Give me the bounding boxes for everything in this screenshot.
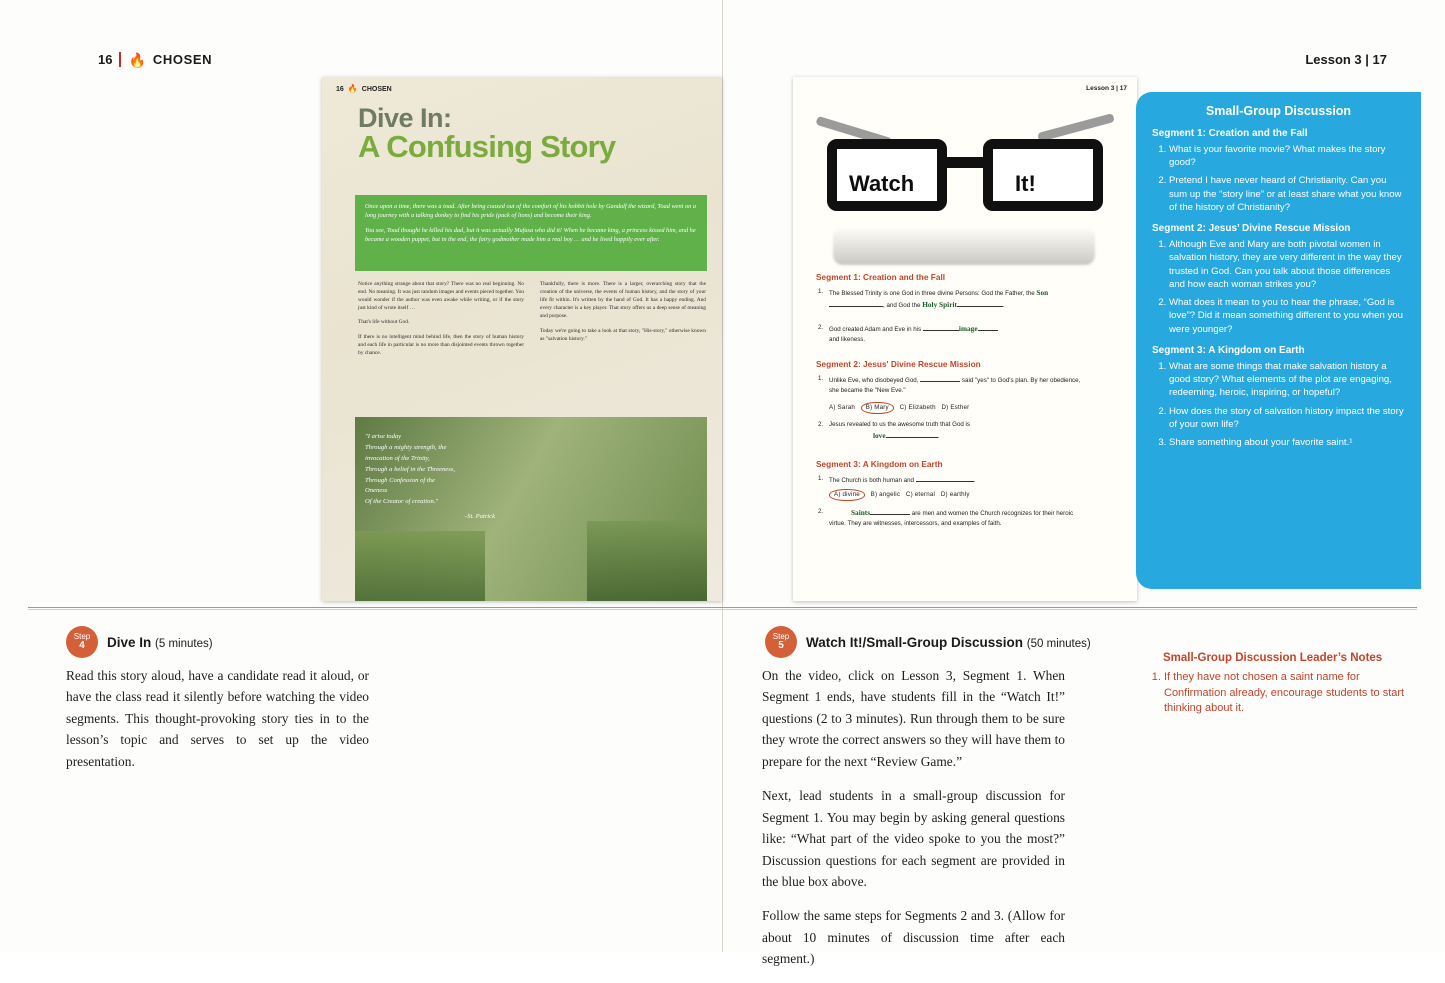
discussion-segment-heading-1: Segment 1: Creation and the Fall	[1152, 128, 1308, 139]
mini-page-number: 16	[336, 85, 344, 93]
story-paragraph: Once upon a time, there was a toad. After being coaxed out of the comfort of his hobbit hole by Gandalf the wizard, Toad went on a long journey with a talking donkey to find his pride (pack of lions) and become their king.	[365, 203, 696, 220]
mini-paragraph: That's life without God.	[358, 319, 410, 326]
question-number: 2.	[818, 421, 824, 428]
mini-body-columns	[358, 280, 706, 405]
watch-question	[818, 507, 1079, 528]
body-paragraph: On the video, click on Lesson 3, Segment 1. When Segment 1 ends, have students fill in the “Watch It!” questions (2 to 3 minutes). Run through them to be sure they wrote the correct answers so they will have them to prepare for the next “Review Game.”	[762, 668, 1065, 769]
discussion-question-list	[1152, 360, 1405, 449]
horizontal-rule-secondary	[28, 609, 1417, 610]
discussion-panel-title: Small-Group Discussion	[1205, 104, 1352, 118]
segment-heading-1: Segment 1: Creation and the Fall	[816, 272, 946, 282]
running-head-left	[98, 52, 212, 67]
discussion-segment-heading-3: Segment 3: A Kingdom on Earth	[1152, 344, 1305, 356]
leader-notes-title: Small-Group Discussion Leader’s Notes	[1163, 652, 1383, 664]
small-group-discussion-panel	[1136, 92, 1421, 589]
mini-paragraph: Thankfully, there is more. There is a larger, overarching story that the creation of the universe, the events of human history, and the story of your life fit within. It's written by the hand of God. It has a happy ending. And every character is a key player. That story offers us a deep sense of meaning and purpose.	[540, 281, 706, 320]
story-paragraph: You see, Toad thought he killed his dad, but it was actually Mufasa who did it! When he became king, a princess kissed him, and he became a wooden puppet, but in the end, the fairy godmother made him a real boy … and he lived happily ever after.	[365, 227, 696, 244]
step-number: 4	[79, 640, 85, 651]
filled-answer: Saints	[851, 508, 871, 517]
watch-question	[818, 287, 1089, 310]
step-badge	[66, 626, 98, 658]
story-green-box	[355, 195, 707, 271]
page-gutter	[722, 0, 723, 952]
dive-in-title-line2: A Confusing Story	[358, 129, 616, 164]
step-5-body	[762, 665, 1065, 983]
question-number: 2.	[818, 508, 824, 515]
circled-choice: A) divine	[829, 489, 865, 501]
step-duration: (5 minutes)	[155, 637, 213, 650]
quote-attribution: –St. Patrick	[463, 513, 495, 521]
glasses-reflection	[833, 227, 1095, 265]
grass-decoration	[587, 521, 707, 601]
mini-paragraph: Today we're going to take a look at that story, "His-story," otherwise known as "salvation history."	[540, 327, 706, 342]
choice-c: C) eternal	[905, 491, 936, 498]
quote-line: invocation of the Trinity,	[365, 454, 430, 462]
choice-d: D) Esther	[941, 404, 970, 411]
question-text: said "yes" to God's plan. By her obedience, she became the "New Eve."	[829, 377, 1081, 394]
page-number-left: 16	[98, 52, 113, 67]
question-text: and likeness.	[829, 335, 866, 343]
question-number: 1.	[818, 475, 824, 482]
step-label: Step	[772, 632, 790, 641]
question-text: , and God the	[883, 301, 921, 309]
quote-line: Through a mighty strength, the	[365, 443, 447, 451]
step-number: 5	[778, 640, 784, 651]
step-4-body	[66, 665, 369, 785]
choice-d: D) earthly	[940, 491, 970, 498]
quote-line: "I arise today	[365, 433, 402, 440]
divider	[119, 52, 121, 67]
watch-question	[818, 420, 1079, 441]
st-patrick-quote	[365, 432, 495, 523]
step-duration: (50 minutes)	[1026, 637, 1091, 650]
watch-it-word-2: It!	[1015, 171, 1036, 196]
question-number: 2.	[818, 324, 824, 331]
quote-line: Of the Creator of creation."	[365, 498, 439, 506]
watch-question	[818, 474, 1084, 486]
mini-column-left	[358, 280, 524, 405]
question-text: .	[1002, 301, 1005, 309]
question-number: 1.	[818, 288, 824, 295]
filled-answer: image	[958, 324, 978, 333]
step-title-text: Watch It!/Small-Group Discussion	[806, 634, 1024, 650]
mini-brand-label: CHOSEN	[361, 85, 392, 93]
choice-b: B) angelic	[870, 491, 901, 498]
step-badge	[765, 626, 797, 658]
list-item: 2. How does the story of salvation history impact the story of your own life?	[1169, 405, 1405, 431]
dive-in-title-line1: Dive In:	[358, 103, 452, 133]
quote-line: Oneness	[365, 487, 388, 495]
student-page-left	[322, 77, 722, 601]
quote-line: Through Confession of the	[365, 476, 435, 484]
glasses-temple-right	[1037, 113, 1115, 142]
segment-heading-3: Segment 3: A Kingdom on Earth	[816, 459, 943, 469]
body-paragraph: Next, lead students in a small-group discussion for Segment 1. You may begin by asking general questions like: “What part of the video spoke to you the most?” Discussion questions for each segment are provided in the blue box above.	[762, 788, 1065, 889]
student-page-right	[793, 77, 1137, 601]
list-item: 2. What does it mean to you to hear the phrase, “God is love”? Did it mean something different to you when you were younger?	[1169, 296, 1405, 336]
watch-question	[818, 323, 1089, 344]
mini-paragraph: Notice anything strange about that story? There was no real beginning. No end. No meaning. It was just random images and events pieced together. You would wonder if the author was even awake while writing, or if the story just kind of wrote itself …	[358, 281, 524, 312]
answer-choices	[829, 402, 1089, 414]
mini-paragraph: If there is no intelligent mind behind life, then the story of human history and each life in particular is no more than disjointed events thrown together by chance.	[358, 333, 524, 356]
mini-page-header-left	[336, 85, 392, 93]
mini-column-right	[540, 280, 706, 405]
question-text: are men and women the Church recognizes for their heroic virtue. They are witnesses, intercessors, and examples of faith.	[829, 510, 1074, 527]
question-text: .	[973, 477, 976, 484]
running-head-right: Lesson 3 | 17	[1305, 52, 1387, 67]
choice-c: C) Elizabeth	[899, 404, 936, 411]
quote-line: Through a belief in the Threeness,	[365, 465, 455, 473]
filled-answer: love	[873, 430, 886, 440]
segment-heading-2: Segment 2: Jesus' Divine Rescue Mission	[816, 359, 981, 369]
question-text: Jesus revealed to us the awesome truth that God is	[829, 421, 971, 428]
watch-question	[818, 374, 1089, 395]
flame-icon: 🔥	[128, 51, 146, 68]
list-item: 1. What are some things that make salvation history a good story? What elements of the plot are engaging, redeeming, heroic, inspiring, or hopeful?	[1169, 360, 1405, 400]
answer-choices	[829, 489, 1089, 501]
list-item: 1. What is your favorite movie? What makes the story good?	[1169, 143, 1405, 169]
question-text: .	[937, 432, 940, 440]
question-text: God created Adam and Eve in his	[829, 326, 922, 333]
grass-decoration	[355, 531, 485, 601]
step-label: Step	[73, 632, 91, 641]
discussion-segment-heading-2: Segment 2: Jesus’ Divine Rescue Mission	[1152, 223, 1351, 235]
list-item: 3. Share something about your favorite saint.¹	[1169, 436, 1405, 449]
watch-it-word-1: Watch	[849, 171, 915, 196]
horizontal-rule	[28, 607, 1417, 608]
question-text: Unlike Eve, who disobeyed God,	[829, 377, 919, 384]
leader-notes-list	[1147, 670, 1405, 717]
mini-page-header-right: Lesson 3 | 17	[1086, 85, 1127, 92]
list-item: 2. Pretend I have never heard of Christianity. Can you sum up the “story line” or at least share what you know of the history of Christianity?	[1169, 174, 1405, 214]
step-5-header	[765, 626, 1091, 658]
question-text: The Blessed Trinity is one God in three divine Persons: God the Father, the	[829, 290, 1035, 297]
question-text: The Church is both human and	[829, 477, 914, 484]
filled-answer: Holy Spirit	[922, 299, 957, 309]
body-paragraph: Follow the same steps for Segments 2 and 3. (Allow for about 10 minutes of discussion time after each segment.)	[762, 908, 1065, 967]
glasses-bridge	[943, 157, 991, 168]
list-item: 1. If they have not chosen a saint name for Confirmation already, encourage students to start thinking about it.	[1164, 670, 1405, 717]
brand-label: CHOSEN	[152, 52, 213, 67]
body-paragraph: Read this story aloud, have a candidate read it aloud, or have the class read it silently before watching the video segments. This thought-provoking story ties in to the lesson’s topic and serves to set up the video presentation.	[66, 668, 369, 769]
question-number: 1.	[818, 375, 824, 382]
step-4-header	[66, 626, 213, 658]
glasses-lens-right	[983, 139, 1103, 211]
glasses-illustration	[819, 111, 1111, 231]
circled-choice: B) Mary	[861, 402, 894, 414]
filled-answer: Son	[1036, 288, 1049, 297]
discussion-question-list	[1152, 238, 1405, 336]
discussion-question-list	[1152, 143, 1405, 214]
list-item: 1. Although Eve and Mary are both pivotal women in salvation history, they are very different in the way they trusted in God. Can you talk about those differences and how each woman strikes you?	[1169, 238, 1405, 291]
step-title-text: Dive In	[107, 634, 152, 650]
choice-a: A) Sarah	[829, 404, 856, 411]
flame-icon: 🔥	[347, 84, 358, 93]
step-title	[806, 635, 1091, 650]
step-title	[107, 635, 213, 650]
